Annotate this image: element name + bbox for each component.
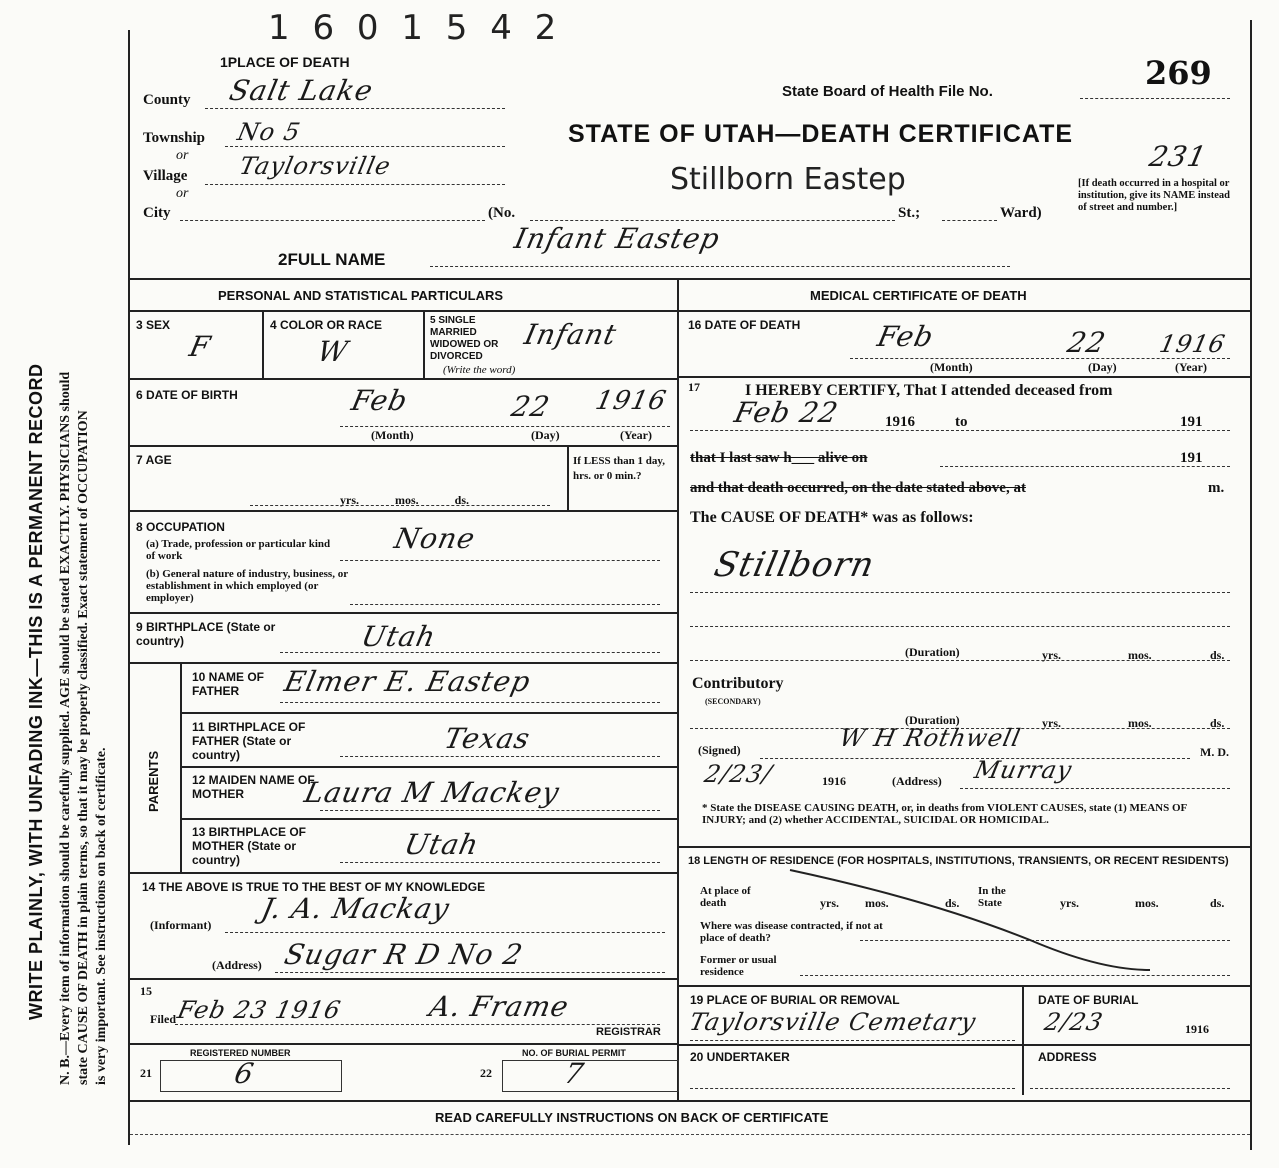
no-label: (No. — [488, 205, 516, 221]
state-yrs: yrs. — [1060, 896, 1079, 910]
county-value: Salt Lake — [226, 74, 377, 107]
father-birthplace-value: Texas — [441, 722, 534, 755]
file-number-value: 269 — [1145, 54, 1212, 92]
filed-value: Feb 23 1916 — [175, 996, 344, 1024]
side-note-3: is very important. See instructions on back of certificate. — [94, 747, 109, 1085]
place-ds: ds. — [945, 896, 960, 910]
burial-permit-label: NO. OF BURIAL PERMIT — [522, 1048, 626, 1058]
residence-strike-mark — [780, 860, 1160, 980]
registrar-label: REGISTRAR — [596, 1026, 661, 1038]
informant-label: (Informant) — [150, 918, 212, 932]
m-label: m. — [1208, 480, 1225, 496]
state-ds: ds. — [1210, 896, 1225, 910]
father-birthplace-label: 11 BIRTHPLACE OF FATHER (State or country) — [192, 720, 306, 762]
township-label: Township — [143, 130, 205, 146]
death-occurred-line: and that death occurred, on the date stated above, at — [690, 480, 1026, 496]
full-name-label: 2FULL NAME — [278, 250, 386, 269]
certificate-number: 1 6 0 1 5 4 2 — [268, 8, 563, 48]
duration-ds: ds. — [1210, 648, 1225, 662]
village-value: Taylorsville — [237, 152, 394, 180]
side-note-2: state CAUSE OF DEATH in plain terms, so that it may be properly classified. Exact statement of OCCUPATION — [76, 410, 91, 1085]
year-caption: (Year) — [620, 428, 652, 442]
month-caption: (Month) — [371, 428, 414, 442]
parents-label: PARENTS — [146, 750, 161, 812]
village-label: Village — [143, 168, 188, 184]
age-units: yrs. mos. ds. — [340, 493, 470, 507]
registered-number-label: REGISTERED NUMBER — [190, 1048, 291, 1058]
burial-permit-value: 7 — [561, 1057, 588, 1090]
dod-year: 1916 — [1157, 330, 1229, 358]
county-label: County — [143, 92, 191, 108]
birthplace-label: 9 BIRTHPLACE (State or country) — [136, 620, 276, 648]
state-mos: mos. — [1135, 896, 1159, 910]
place-of-death-label: 1PLACE OF DEATH — [220, 54, 350, 70]
age-label: 7 AGE — [136, 453, 172, 467]
cause-of-death-value: Stillborn — [710, 545, 879, 585]
burial-date-label: DATE OF BURIAL — [1038, 993, 1139, 1007]
undertaker-label: 20 UNDERTAKER — [690, 1050, 790, 1064]
certify-number: 17 — [688, 380, 700, 394]
last-saw-year: 191 — [1180, 450, 1203, 466]
marital-label: 5 SINGLE MARRIED WIDOWED OR DIVORCED — [430, 315, 499, 362]
right-border — [1250, 20, 1252, 1150]
personal-heading: PERSONAL AND STATISTICAL PARTICULARS — [218, 288, 504, 303]
marital-value: Infant — [521, 318, 620, 351]
true-statement-label: 14 THE ABOVE IS TRUE TO THE BEST OF MY KNOWLEDGE — [142, 880, 486, 894]
to-year: 191 — [1180, 414, 1203, 430]
file-number-label: State Board of Health File No. — [782, 83, 993, 100]
signed-date: 2/23/ — [702, 760, 775, 788]
physician-address-value: Murray — [972, 756, 1075, 784]
signed-year: 1916 — [822, 774, 846, 788]
birthplace-value: Utah — [358, 620, 440, 653]
burial-year: 1916 — [1185, 1022, 1209, 1036]
mother-name-label: 12 MAIDEN NAME OF MOTHER — [192, 773, 315, 801]
at-place-label: At place of death — [700, 885, 751, 909]
side-main-text: WRITE PLAINLY, WITH UNFADING INK—THIS IS A PERMANENT RECORD — [26, 363, 46, 1020]
informant-address-label: (Address) — [212, 958, 262, 972]
township-value: No 5 — [235, 118, 304, 146]
secondary-label: (SECONDARY) — [705, 697, 761, 706]
informant-address-value: Sugar R D No 2 — [281, 938, 527, 971]
typed-name: Stillborn Eastep — [670, 162, 906, 197]
certificate-title: STATE OF UTAH—DEATH CERTIFICATE — [568, 120, 1074, 148]
to-label: to — [955, 414, 968, 430]
attended-from-value: Feb 22 — [731, 396, 842, 429]
registrar-value: A. Frame — [426, 990, 573, 1023]
occupation-value: None — [391, 522, 479, 555]
burial-permit-prefix: 22 — [480, 1066, 492, 1080]
dod-day: 22 — [1064, 326, 1110, 359]
dob-month: Feb — [348, 384, 411, 417]
dob-year: 1916 — [592, 386, 670, 416]
sex-value: F — [186, 330, 214, 363]
color-label: 4 COLOR OR RACE — [270, 318, 383, 332]
attended-year: 1916 — [885, 414, 915, 430]
signed-value: W H Rothwell — [837, 724, 1024, 752]
dod-month-caption: (Month) — [930, 360, 973, 374]
mother-birthplace-value: Utah — [401, 828, 483, 861]
filed-number: 15 — [140, 984, 152, 998]
dod-day-caption: (Day) — [1088, 360, 1117, 374]
or-label: or — [176, 148, 189, 163]
duration-mos: mos. — [1128, 648, 1152, 662]
mother-birthplace-label: 13 BIRTHPLACE OF MOTHER (State or country) — [192, 825, 307, 867]
less-than-note: If LESS than 1 day, hrs. or 0 min.? — [573, 455, 666, 482]
dod-month: Feb — [874, 320, 937, 353]
dod-year-caption: (Year) — [1175, 360, 1207, 374]
md-label: M. D. — [1200, 745, 1229, 759]
contrib-yrs: yrs. — [1042, 716, 1061, 730]
full-name-value: Infant Eastep — [511, 222, 724, 255]
city-label: City — [143, 205, 171, 221]
side-note-1: N. B.—Every item of information should be carefully supplied. AGE should be stated EXACTLY. PHYSICIANS should — [58, 371, 73, 1085]
informant-value: J. A. Mackay — [258, 892, 453, 925]
mother-name-value: Laura M Mackey — [301, 776, 563, 809]
registered-number-value: 6 — [231, 1057, 258, 1090]
color-value: W — [314, 335, 352, 368]
hospital-note: [If death occurred in a hospital or institution, give its NAME instead of street and number.] — [1078, 178, 1230, 213]
registered-number-prefix: 21 — [140, 1066, 152, 1080]
contrib-mos: mos. — [1128, 716, 1152, 730]
place-mos: mos. — [865, 896, 889, 910]
registration-number: 231 — [1146, 140, 1210, 173]
contributory-label: Contributory — [692, 675, 784, 692]
state-disease-note: * State the DISEASE CAUSING DEATH, or, in deaths from VIOLENT CAUSES, state (1) MEANS OF INJURY; and (2) whether ACCIDENTAL, SUICIDAL OR HOMICIDAL. — [702, 802, 1187, 826]
father-label: 10 NAME OF FATHER — [192, 670, 265, 698]
burial-place-label: 19 PLACE OF BURIAL OR REMOVAL — [690, 993, 900, 1007]
burial-permit-box — [502, 1060, 679, 1092]
occupation-b: (b) General nature of industry, business, or establishment in which employed (or employer) — [146, 568, 348, 604]
marital-note: (Write the word) — [443, 364, 516, 376]
where-contracted-label: Where was disease contracted, if not at place of death? — [700, 920, 883, 944]
signed-label: (Signed) — [698, 743, 741, 757]
cause-of-death-label: The CAUSE OF DEATH* was as follows: — [690, 509, 974, 526]
in-state-label: In the State — [978, 885, 1006, 909]
day-caption: (Day) — [531, 428, 560, 442]
dob-day: 22 — [508, 390, 554, 423]
burial-date-value: 2/23 — [1042, 1008, 1106, 1036]
contrib-duration-label: (Duration) — [905, 713, 960, 727]
burial-place-value: Taylorsville Cemetary — [687, 1008, 979, 1036]
or-label-2: or — [176, 186, 189, 201]
occupation-label: 8 OCCUPATION — [136, 520, 225, 534]
certify-line: I HEREBY CERTIFY, That I attended deceased from — [745, 382, 1113, 399]
place-yrs: yrs. — [820, 896, 839, 910]
undertaker-address-label: ADDRESS — [1038, 1050, 1097, 1064]
filed-label: Filed — [150, 1012, 176, 1026]
date-of-death-label: 16 DATE OF DEATH — [688, 318, 801, 332]
st-label: St.; — [898, 205, 921, 221]
last-saw-line: that I last saw h___ alive on — [690, 450, 868, 466]
former-residence-label: Former or usual residence — [700, 954, 777, 978]
dob-label: 6 DATE OF BIRTH — [136, 388, 238, 402]
medical-heading: MEDICAL CERTIFICATE OF DEATH — [810, 288, 1027, 303]
sex-label: 3 SEX — [136, 318, 171, 332]
duration-label: (Duration) — [905, 645, 960, 659]
father-value: Elmer E. Eastep — [281, 665, 534, 698]
physician-address-label: (Address) — [892, 774, 942, 788]
contrib-ds: ds. — [1210, 716, 1225, 730]
residence-label: 18 LENGTH OF RESIDENCE (FOR HOSPITALS, INSTITUTIONS, TRANSIENTS, OR RECENT RESIDENTS) — [688, 855, 1229, 867]
occupation-a: (a) Trade, profession or particular kind of work — [146, 538, 331, 562]
ward-label: Ward) — [1000, 205, 1042, 221]
footer-instructions: READ CAREFULLY INSTRUCTIONS ON BACK OF CERTIFICATE — [435, 1110, 829, 1125]
duration-yrs: yrs. — [1042, 648, 1061, 662]
